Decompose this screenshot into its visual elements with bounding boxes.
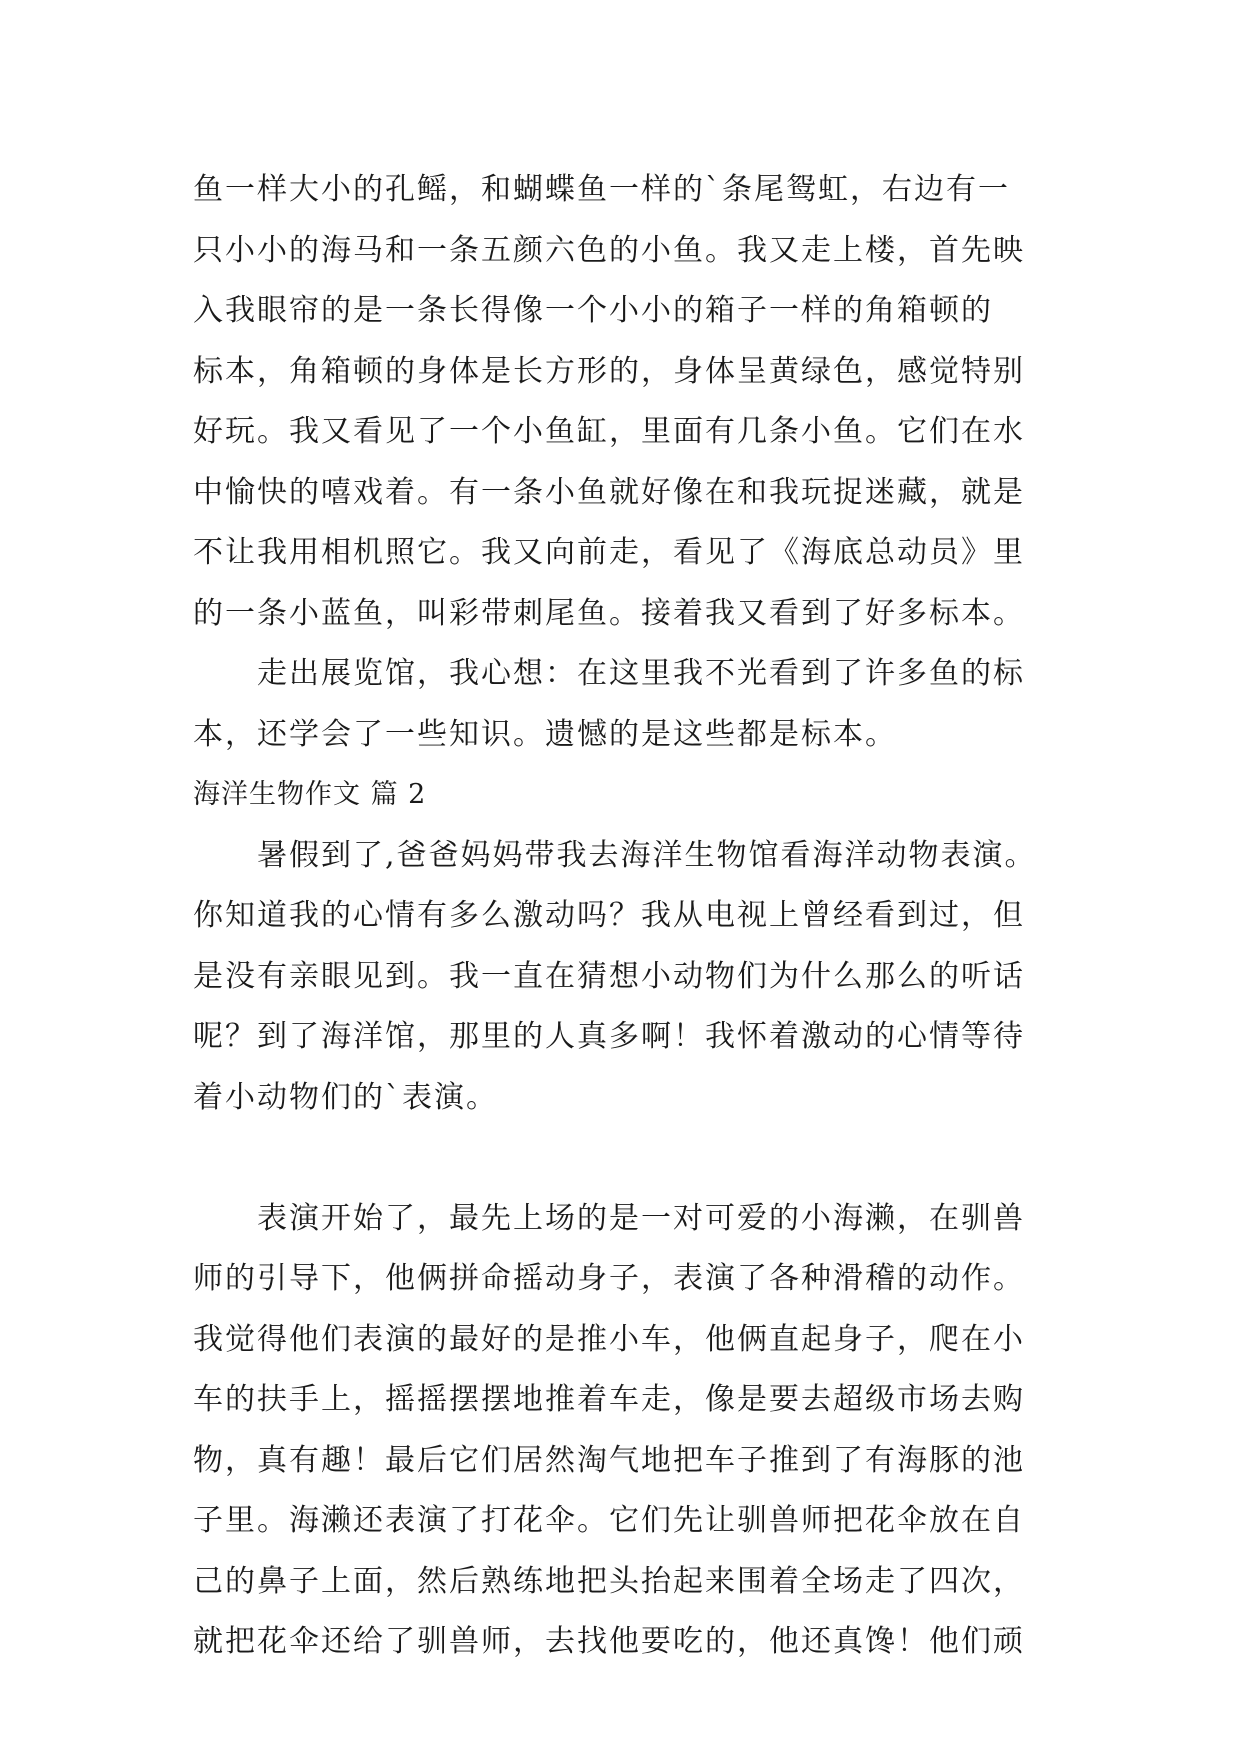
- text-line: 车的扶手上，摇摇摆摆地推着车走，像是要去超级市场去购: [193, 1382, 1025, 1417]
- paragraph-start-line: 表演开始了，最先上场的是一对可爱的小海濑，在驯兽: [257, 1200, 1025, 1236]
- text-line: 就把花伞还给了驯兽师，去找他要吃的，他还真馋！他们顽: [193, 1624, 1025, 1659]
- text-line: 不让我用相机照它。我又向前走，看见了《海底总动员》里: [193, 535, 1025, 570]
- text-line: 标本，角箱顿的身体是长方形的，身体呈黄绿色，感觉特别: [193, 353, 1025, 389]
- text-line: 物，真有趣！最后它们居然淘气地把车子推到了有海豚的池: [193, 1442, 1025, 1478]
- body-text: [193, 160, 1063, 1673]
- paragraph-start-line: 走出展览馆，我心想：在这里我不光看到了许多鱼的标: [257, 656, 1025, 691]
- section-heading: 海洋生物作文 篇 2: [193, 779, 427, 810]
- text-line: 己的鼻子上面，然后熟练地把头抬起来围着全场走了四次，: [193, 1563, 1025, 1599]
- text-line: 鱼一样大小的孔鳐，和蝴蝶鱼一样的`条尾鸳虹，右边有一: [193, 172, 1010, 207]
- text-line: 你知道我的心情有多么激动吗？我从电视上曾经看到过，但: [193, 898, 1025, 933]
- text-line: 子里。海濑还表演了打花伞。它们先让驯兽师把花伞放在自: [193, 1503, 1025, 1538]
- text-line: 的一条小蓝鱼，叫彩带刺尾鱼。接着我又看到了好多标本。: [193, 595, 1025, 631]
- text-line: 本，还学会了一些知识。遗憾的是这些都是标本。: [193, 716, 897, 752]
- text-line: 只小小的海马和一条五颜六色的小鱼。我又走上楼，首先映: [193, 232, 1025, 268]
- text-line: 我觉得他们表演的最好的是推小车，他俩直起身子，爬在小: [193, 1321, 1025, 1357]
- text-line: 好玩。我又看见了一个小鱼缸，里面有几条小鱼。它们在水: [193, 414, 1025, 449]
- text-line: 着小动物们的`表演。: [193, 1079, 498, 1115]
- text-line: 师的引导下，他俩拼命摇动身子，表演了各种滑稽的动作。: [193, 1261, 1025, 1296]
- text-line: 中愉快的嘻戏着。有一条小鱼就好像在和我玩捉迷藏，就是: [193, 474, 1025, 510]
- blank-line: [193, 1128, 1063, 1189]
- text-line: 呢？到了海洋馆，那里的人真多啊！我怀着激动的心情等待: [193, 1019, 1025, 1054]
- text-line: 入我眼帘的是一条长得像一个小小的箱子一样的角箱顿的: [193, 293, 993, 328]
- paragraph-start-line: 暑假到了,爸爸妈妈带我去海洋生物馆看海洋动物表演。: [257, 837, 1037, 873]
- text-line: 是没有亲眼见到。我一直在猜想小动物们为什么那么的听话: [193, 958, 1025, 994]
